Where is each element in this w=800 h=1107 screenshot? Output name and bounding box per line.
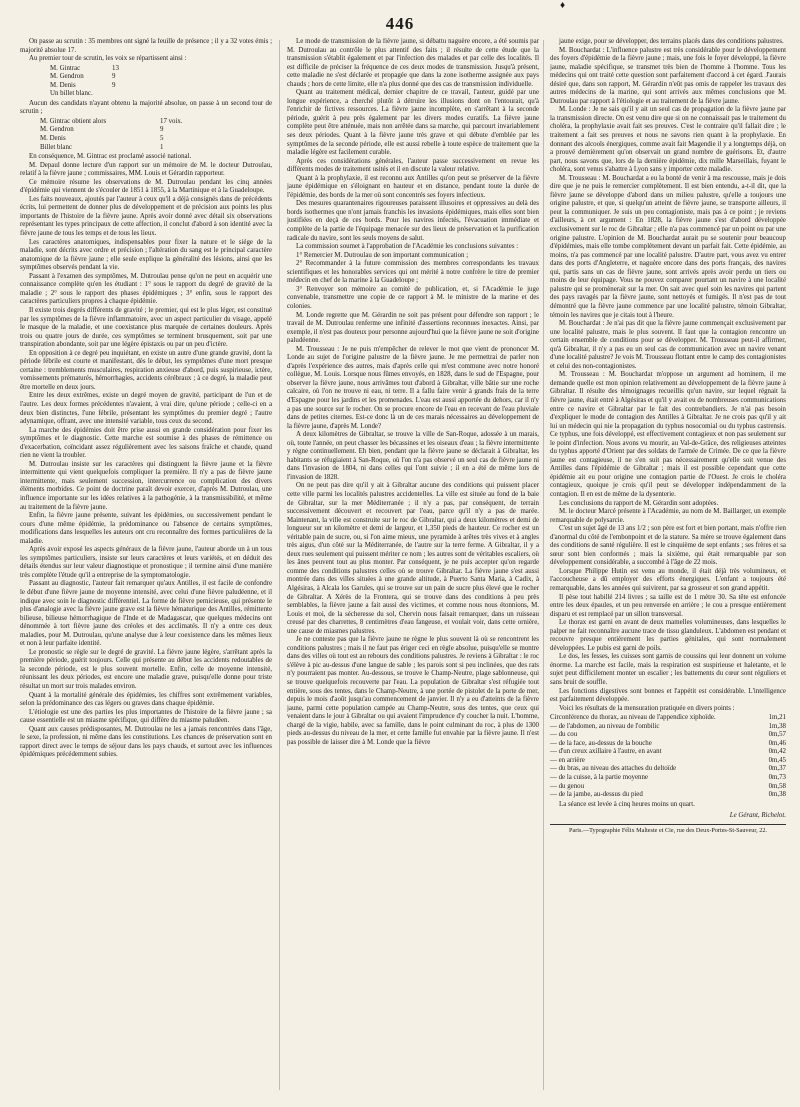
paragraph: Ce mémoire résume les observations de M. Dutroulau pendant les cinq années d'épidémie qui viennent de s'écouler de 1851 à 1855, à la Martinique et à la Guadeloupe. <box>20 178 272 195</box>
paragraph: On ne peut pas dire qu'il y ait à Gibraltar aucune des conditions qui puissent placer cette ville parmi les localités palustres accidentelles. La ville est située au fond de la baie de Gibraltar, sur la mer Méditerranée ; il n'y a pas, par conséquent, de terrain successivement découvert et recouvert par l'eau, parce qu'il n'y a pas de marée. Maintenant, la ville est construite sur le roc de Gibraltar, qui a deux kilomètres et demi de longueur sur un kilomètre et demi de largeur, et 1,350 pieds de hauteur. Ce rocher est un véritable pain de sucre, ou, si l'on aime mieux, une pyramide à arêtes très vives et à angles très aigus, d'un côté sur la Méditerranée, de l'autre sur la terre ferme. A Gibraltar, il y a deux rues seulement qui puissent mériter ce nom ; les autres sont de véritables escaliers, où les ânes peuvent tout au plus monter. Par conséquent, je ne puis accepter qu'on regarde comme des conditions palustres celles où se trouve Gibraltar. La fièvre jaune s'est aussi montrée dans des villes situées à une grande altitude, à Puerto Santa Maria, à Cadix, à Algésiras, à Alcala los Garules, qui se trouve sur un pain de sucre plus élevé que le rocher de Gibraltar. A Xérès de la Frontera, qui se trouve dans des conditions à peu près semblables, la fièvre jaune a fait aussi des victimes, et comme nous nous étonnions, M. Louis et moi, de la sécheresse du sol, Chervin nous faisait remarquer, dans un ruisseau creusé par des charrettes, 8 centimètres d'eau fangeuse, et voulait voir, dans cette ornière, une cause de miasmes palustres. <box>287 482 539 635</box>
measurement-row: — de la cuisse, à la partie moyenne 0m,73 <box>550 774 786 782</box>
paragraph: 3° Renvoyer son mémoire au comité de publication, et, si l'Académie le juge convenable, transmettre une copie de ce rapport à M. le ministre de la marine et des colonies. <box>287 285 539 310</box>
measurement-row: — du bras, au niveau des attaches du deltoïde 0m,37 <box>550 765 786 773</box>
divider <box>550 824 786 825</box>
tally-row: M. Denis 9 <box>50 81 116 89</box>
tally-row: M. Gintrac 13 <box>50 64 119 72</box>
measurement-row: — du cou 0m,57 <box>550 731 786 739</box>
paragraph: M. Depaul donne lecture d'un rapport sur un mémoire de M. le docteur Dutroulau, relatif à la fièvre jaune ; commissaires, MM. Louis et Gérardin rapporteur. <box>20 161 272 178</box>
paragraph: Les conclusions du rapport de M. Gérardin sont adoptées. <box>559 499 719 507</box>
paragraph: Au premier tour de scrutin, les voix se répartissent ainsi : <box>29 55 187 63</box>
paragraph: 2° Recommander à la future commission des membres correspondants les travaux scientifiques et les honorables services qui ont mérité à notre confrère le titre de premier médecin en chef de la marine à la Guadeloupe ; <box>287 260 539 285</box>
paragraph: Entre les deux extrêmes, existe un degré moyen de gravité, participant de l'un et de l'autre. Les deux formes précédentes n'avaient, à vrai dire, qu'une période ; celle-ci en a deux bien distinctes, l'une fébrile, présentant les symptômes du premier degré ; l'autre adynamique, offrant, avec une intensité variable, tous ceux du second. <box>20 392 272 426</box>
paragraph: Les fonctions digestives sont bonnes et l'appétit est considérable. L'intelligence est parfaitement développée. <box>550 687 786 704</box>
paragraph: Après avoir exposé les aspects généraux de la fièvre jaune, l'auteur aborde un à un tous les symptômes particuliers, insiste sur leurs caractères et leurs variétés, et en déduit des détails étendus sur leur valeur diagnostique et pronostique ; il termine ainsi d'une manière très complète l'étude qu'il a entreprise de la symptomatologie. <box>20 546 272 579</box>
paragraph: Quant au traitement médical, dernier chapitre de ce travail, l'auteur, guidé par une longue expérience, a cherché plutôt à détruire les illusions dont on l'entourait, qu'à l'enrichir de fictives ressources. La fièvre jaune incomplète, en s'arrêtant à la seconde période, guérit à peu près également par les divers modes curatifs. La fièvre jaune complète peut être atténuée, mais non arrêtée dans sa marche, qui parcourt invariablement ses deux périodes. Quant à la fièvre jaune très grave et qui débute d'emblée par les symptômes de la seconde période, elle est aussi rebelle à toute espèce de traitement que la maladie légère est facilement curable. <box>287 89 539 157</box>
measurement-row: — en arrière 0m,45 <box>550 756 786 764</box>
measurement-row: — d'un creux axillaire à l'autre, en avant 0m,42 <box>550 748 786 756</box>
tally-row: M. Gendron 9 <box>40 126 164 134</box>
tally-row: M. Gintrac obtient alors 17 voix. <box>40 117 183 125</box>
paragraph: 1° Remercier M. Dutroulau de son important communication ; <box>296 251 469 259</box>
paragraph: M. Dutroulau insiste sur les caractères qui distinguent la fièvre jaune et la fièvre intermittente qui vient quelquefois compliquer la première. Il n'y a pas de fièvre jaune intermittente, mais seulement succession, intercurrence ou complication des divers éléments morbides. Ce point de doctrine paraît devoir exercer, d'après M. Dutroulau, une influence importante sur les idées relatives à la pathogénie, à la transmissibilité, et même au traitement de la fièvre jaune. <box>20 460 272 511</box>
measurement-row: — de la face, au-dessus de la bouche 0m,46 <box>550 739 786 747</box>
paragraph: C'est un sujet âgé de 13 ans 1/2 ; son père est fort et bien portant, mais n'offre rien d'anormal du côté de l'embonpoint et de la stature. Sa mère se trouve également dans des conditions de santé régulière. Il est le cinquième de sept enfants ; ses frères et sa sœur sont bien conformés ; mais la sixième, qui était remarquable par son développement considérable, a succombé à l'âge de 22 mois. <box>550 525 786 567</box>
paragraph: jaune exige, pour se développer, des terrains placés dans des conditions palustres. <box>559 38 784 45</box>
tally-row: Un billet blanc. <box>50 90 93 98</box>
tally-row: M. Gendron 9 <box>50 73 116 81</box>
paragraph: L'étiologie est une des parties les plus importantes de l'histoire de la fièvre jaune ; sa cause essentielle est un miasme spécifique, qui diffère du miasme paludéen. <box>20 708 272 725</box>
paragraph: M. Trousseau : M. Bouchardat a eu la bonté de venir à ma rescousse, mais je dois dire que je ne puis le remercier complètement. Il est bien entendu, a-t-il dit, que la fièvre jaune se développe d'abord dans un milieu palustre, qu'elle a toujours une origine palustre, et que, si quelqu'un atteint de fièvre jaune, se transporte ailleurs, il peut la communiquer. Je suis un peu contagioniste, mais pas à ce point ; je reviens d'ailleurs, à cet argument : En 1828, la fièvre jaune s'est d'abord développée exclusivement sur le roc de Gibraltar ; elle n'a pas commencé par un point ou par une origine palustre. L'opinion de M. Bouchardat aurait pu se soutenir pour beaucoup d'épidémies, mais elle tombe complètement devant un parfait fait. Cette épidémie, au moins, n'a pas commencé par une localité palustre. D'autre part, vous avez vu entrer dans des ports d'Angleterre, et naguère encore dans des ports français, des navires qui, partis sans un cas de fièvre jaune, sont arrivés après avoir perdu un tiers ou moins de leur équipage. Vous ne pouvez comparer pourtant un navire à une localité palustre qui se promènerait sur la mer. On sait avec quel soin les navires qui partent des pays ravagés par la fièvre jaune, sont nettoyés et fumigés. Il n'est pas de tout démontré que la fièvre jaune commence par une localité palustre, témoin Gibraltar, témoin les navires que je citais tout à l'heure. <box>550 174 786 319</box>
paragraph: Le dos, les fesses, les cuisses sont garnis de coussins qui leur donnent un volume énorme. La marche est facile, mais la respiration est suspirieuse et haletante, et le sujet peut difficilement monter un escalier ; les battements du cœur sont réguliers et sans bruit de souffle. <box>550 653 786 687</box>
printer-imprint: Paris.—Typographie Félix Malteste et Cie, rue des Deux-Portes-St-Sauveur, 22. <box>569 826 767 834</box>
paragraph: M. Londe regrette que M. Gérardin ne soit pas présent pour défendre son rapport ; le travail de M. Dutroulau renferme une infinité d'assertions reconnues inexactes. Ainsi, par exemple, il n'est pas douteux pour personne aujourd'hui que la fièvre jaune ne soit d'origine paludéenne. <box>287 311 539 345</box>
measurement-row: Circonférence du thorax, au niveau de l'appendice xiphoïde. 1m,21 <box>550 714 786 722</box>
paragraph: M. Trousseau : M. Bouchardat m'oppose un argument ad hominem, il me demande quelle est mon opinion relativement au développement de la fièvre jaune à Gibraltar. Il résulte des témoignages recueillis qu'un navire, sur lequel régnait la fièvre jaune, était entré à Algésiras et qu'il y avait eu de nombreuses communications entre ce navire et Gibraltar par le fait des contrebandiers. Je n'ai pas besoin d'expliquer le mode de contagion des Antilles à Gibraltar. Je ne crois pas qu'il y ait lui un médecin qui nie la propagation du typhus nosocomial ou du typhus castrensis. Ce typhus, une fois développé, est effectivement contagieux et non pas seulement sur le point d'infection. Nous avons vu mourir, au Val-de-Grâce, des religieuses atteintes du typhus apporté d'Orient par des soldats de l'armée de Crimée. De ce que la fièvre jaune est contagieuse, il ne s'en suit pas nécessairement qu'elle soit venue des Antilles dans l'épidémie de Gibraltar ; mais il est possible cependant que cette épidémie ait eu pour origine une contagion partie de l'Ouest. Je crois le choléra contagieux, quoique je crois qu'il peut se développer indépendamment de la contagion. Il en est de même de la dysenterie. <box>550 371 786 498</box>
paragraph: On passe au scrutin : 35 membres ont signé la feuille de présence ; il y a 32 votes émis ; majorité absolue 17. <box>20 38 272 54</box>
paragraph: La commission soumet à l'approbation de l'Académie les conclusions suivantes : <box>296 243 519 251</box>
column-2 <box>287 38 539 1093</box>
paragraph: M. Trousseau : Je ne puis m'empêcher de relever le mot que vient de prononcer M. Londe au sujet de l'origine palustre de la fièvre jaune. Je me permettrai de parler non d'après l'expérience des autres, mais d'après celle qui m'est commune avec notre honoré collègue, M. Louis. Lorsque nous fûmes envoyés, en 1828, dans le sud de l'Espagne, pour observer la fièvre jaune, nous arrivâmes tout d'abord à Gibraltar, ville bâtie sur une roche calcaire, où l'on ne trouve ni eau, ni terre. Il a fallu faire venir à grands frais de la terre d'Espagne pour les jardins et les promenades. L'eau est aussi apportée du dehors, car il n'y a pas une source sur le rocher. On se procure encore de l'eau en recevant de l'eau pluviale dans de petites citernes. Est-ce donc là un de ces marais nécessaires au développement de la fièvre jaune, d'après M. Londe? <box>287 345 539 430</box>
paragraph: M. Bouchardat : Je n'ai pas dit que la fièvre jaune commençait exclusivement par une localité palustre, mais le plus souvent. Il faut que la contagion rencontre un certain ensemble de conditions pour se développer. M. Trousseau peut-il affirmer, qu'à Gibraltar, il n'y a pas eu un seul cas de communication avec un navire venant d'une localité palustre? Je vois M. Trousseau flottant entre le camp des contagionistes et celui des non-contagionistes. <box>550 320 786 370</box>
paragraph: M. Bouchardat : L'influence palustre est très considérable pour le développement des foyers d'épidémie de la fièvre jaune ; mais, une fois le foyer développé, la fièvre jaune, maladie spécifique, se transmet très bien de l'homme à l'homme. Tous les médecins qui ont traité cette question sont parfaitement d'accord à cet égard. J'aurais désiré que, dans son rapport, M. Gérardin n'eût pas omis de rappeler les travaux des autres médecins de la marine, qui sont arrivés aux mêmes conclusions que M. Dutroulau par rapport à l'étiologie et au traitement de la fièvre jaune. <box>550 46 786 105</box>
paragraph: Passant à l'examen des symptômes, M. Dutroulau pense qu'on ne peut en acquérir une connaissance complète qu'en les étudiant : 1° sous le rapport du degré de gravité de la maladie ; 2° sous le rapport des phases épidémiques ; 3° enfin, sous le rapport des caractères particuliers propres à chaque épidémie. <box>20 272 272 306</box>
measurement-row: — du genou 0m,58 <box>550 782 786 790</box>
paragraph: Le mode de transmission de la fièvre jaune, si débattu naguère encore, a été soumis par M. Dutroulau au contrôle le plus attentif des faits ; il résulte de cette étude que la transmission s'établit également et par l'infection des malades et par celle des localités. Il est difficile de préciser la fréquence de ces deux modes de transmission. Jusqu'à présent, cette maladie ne s'est déclarée et propagée que dans la zone isotherme assignée aux pays chauds ; hors de cette limite, elle n'a plus donné que des cas de transmission individuelle. <box>287 38 539 88</box>
paragraph: Aucun des candidats n'ayant obtenu la majorité absolue, on passe à un second tour de scrutin ; <box>20 99 272 116</box>
paragraph: Le thorax est garni en avant de deux mamelles volumineuses, dans lesquelles le palper ne fait reconnaître aucune trace de tissu glanduleux. L'abdomen est pendant et recouvre presque entièrement les parties génitales, qui sont normalement développées. Le pubis est garni de poils. <box>550 619 786 652</box>
column-1 <box>20 38 272 1093</box>
vote-tally-first-round <box>50 65 272 99</box>
paragraph: Je ne conteste pas que la fièvre jaune ne règne le plus souvent là où se rencontrent les conditions palustres ; mais il ne faut pas ériger ceci en règle absolue, puisqu'elle se montre dans des villes où tout est au rebours des conditions palustres. Je reviens à Gibraltar : le roc s'élève à pic au-dessus d'une langue de sable ; les parois sont si peu inclinées, que des rats n'y pourraient pas monter. Au-dessous, se trouve le Champ-Neutre, plage sablonneuse, qui se trouve quelquefois recouverte par l'eau. La population de Gibraltar s'est réfugiée tout entière, sous des tentes, dans le Champ-Neutre, à une portée de pistolet de la porte de mer, depuis le mois d'août jusqu'au commencement de janvier. Il n'y a eu d'atteints de la fièvre jaune, parmi cette population campée au Champ-Neutre, sous des tentes, que ceux qui venaient dans le jour à Gibraltar ou qui avaient l'imprudence d'y coucher la nuit. L'homme, chargé de la vigie, habile, avec sa famille, dans le point culminant du roc, à plus de 1300 pieds au-dessus du niveau de la mer, et cette famille fut envahie par la fièvre jaune. Il n'est pas possible de laisser dire à M. Londe que la fièvre <box>287 636 539 746</box>
paragraph: Quant à la mortalité générale des épidémies, les chiffres sont extrêmement variables, selon la prédominance des cas légers ou graves dans chaque épidémie. <box>20 691 272 708</box>
paragraph: Après ces considérations générales, l'auteur passe successivement en revue les différents modes de traitement usités et il en discute la valeur relative. <box>287 157 539 174</box>
paragraph: Enfin, la fièvre jaune présente, suivant les épidémies, ou successivement pendant le cours d'une même épidémie, la prédominance ou l'absence de certains symptômes, modifications dans lesquelles les auteurs ont cru reconnaître des formes particulières de la maladie. <box>20 512 272 545</box>
paragraph: La marche des épidémies doit être prise aussi en grande considération pour fixer les symptômes et le diagnostic. Cette marche est soumise à des phases de rémittence ou d'exacerbation, coïncidant assez régulièrement avec les saisons fraîche et chaude, quand rien ne vient la troubler. <box>20 426 272 460</box>
paragraph: M. Londe : Je ne sais qu'il y ait un seul cas de propagation de la fièvre jaune par la transmission directe. On est venu dire que si on ne connaissait pas le traitement du choléra, la prophylaxie avait fait ses preuves. C'est le contraire qu'il fallait dire ; le traitement a fait ses preuves et nous ne savons rien quant à la prophylaxie. En donnant des alcools énergiques, comme avait fait Magendie il y a longtemps déjà, on a prouvé dernièrement qu'on observait un grand nombre de guérisons. Et, d'autre part, nous savons que, lors de la dernière épidémie, dix mille Marseillais, fuyant le choléra, sont venus s'abattre à Lyon sans y importer cette maladie. <box>550 106 786 174</box>
paragraph: Le pronostic se règle sur le degré de gravité. La fièvre jaune légère, s'arrêtant après la première période, guérit toujours. Celle qui présente au début les accidents redoutables de la seconde période, est le plus souvent mortelle. Enfin, celle de moyenne intensité, réunissant les deux périodes, est encore une maladie grave, puisqu'elle donne pour triste résultat un mort sur trois malades environ. <box>20 648 272 691</box>
column-3 <box>550 38 786 1093</box>
paragraph: M. le docteur Marcé présente à l'Académie, au nom de M. Baillarger, un exemple remarquable de polysarcie. <box>550 508 786 524</box>
paragraph: Passant au diagnostic, l'auteur fait remarquer qu'aux Antilles, il est facile de confondre le début d'une fièvre jaune de moyenne intensité, avec celui d'une fièvre paludéenne, et il indique avec soin le diagnostic différentiel. La forme de fièvre pernicieuse, qui présente le plus d'analogie avec la fièvre jaune grave est la fièvre hématurique des Antilles, rémittente bilieuse, bilieuse hémorrhagique de l'Inde et de Madagascar, que quelques médecins ont dénommée à tort fièvre jaune des créoles et des acclimatés. Il n'y a entre ces deux maladies, pour M. Dutroulau, qu'une analyse due à leur coexistence dans les mêmes lieux et non à leur parfaite identité. <box>20 580 272 648</box>
paragraph: En conséquence, M. Gintrac est proclamé associé national. <box>29 153 192 161</box>
paragraph: Les faits nouveaux, ajoutés par l'auteur à ceux qu'il a déjà consignés dans de précédents écrits, lui permettent de donner plus de développement et de précision aux points les plus importants de l'histoire de la fièvre jaune. Après avoir donné avec détail six observations représentant les types principaux de cette affection, il conclut d'abord à son identité avec la fièvre jaune de tous les temps et de tous les lieux. <box>20 195 272 238</box>
column-divider-2 <box>543 40 544 1090</box>
paragraph: En opposition à ce degré peu inquiétant, en existe un autre d'une grande gravité, dont la période fébrile est courte et manifestant, dès le début, les symptômes d'une mort presque certaine : tremblements musculaires, respiration anxieuse d'abord, puis suspirieuse, ictère, vomissements prématurés, hémorrhagies, accidents cérébraux ; à ce degré, la maladie peut être mortelle en deux jours. <box>20 349 272 391</box>
paragraph: A deux kilomètres de Gibraltar, se trouve la ville de San-Roque, adossée à un marais, où, toute l'année, on peut chasser les bécassines et les oiseaux d'eau ; la fièvre intermittente y règne continuellement. Eh bien, pendant que la fièvre jaune se déclarait à Gibraltar, les habitants se réfugiaient à San-Roque, où l'on n'a pas observé un seul cas de fièvre jaune ni dans l'invasion de 1804, ni dans celles qui l'ont suivie ; il en a été de même lors de l'invasion de 1828. <box>287 431 539 481</box>
measurement-row: — de la jambe, au-dessus du pied 0m,38 <box>550 791 786 799</box>
paragraph: Quant aux causes prédisposantes, M. Dutroulau ne les a jamais rencontrées dans l'âge, le sexe, la profession, ni même dans les constitutions. Les chances de préservation sont en rapport direct avec le temps de séjour dans les pays chauds, et surtout avec les influences épidémiques précédemment subies. <box>20 725 272 759</box>
paragraph: Voici les résultats de la mensuration pratiquée en divers points : <box>559 704 735 712</box>
measurement-row: — de l'abdomen, au niveau de l'ombilic 1m,38 <box>550 722 786 730</box>
column-divider-1 <box>279 40 280 1090</box>
paragraph: Il pèse tout habillé 214 livres ; sa taille est de 1 mètre 30. Sa tête est enfoncée entre les deux épaules, et un peu renversée en arrière ; le cou a presque entièrement disparu et est remplacé par un sillon transversal. <box>550 593 786 618</box>
vote-tally-second-round <box>40 118 272 152</box>
paragraph: Les caractères anatomiques, indispensables pour fixer la nature et le siége de la maladie, sont décrits avec ordre et précision ; l'altération du sang est le principal caractère anatomique de la fièvre jaune ; elle seule explique la généralité des lésions, ainsi que les symptômes observés pendant la vie. <box>20 238 272 272</box>
paragraph: La séance est levée à cinq heures moins un quart. <box>559 800 695 808</box>
paragraph: Des mesures quarantenaires rigoureuses paraissent illusoires et oppressives au delà des bords isothermes que n'ont jamais franchis les invasions épidémiques, mais elles sont bien justifiées en deçà de ces bords. Pour les navires infectés, l'évacuation immédiate et complète de la partie de l'équipage menacée sur des lieux de préservation et la purification radicale du navire, sont les seuls moyens de salut. <box>287 200 539 242</box>
tally-row: Billet blanc 1 <box>40 143 164 151</box>
page-number: 446 <box>385 14 415 33</box>
paragraph: Lorsque Philippe Hutin est venu au monde, il était déjà très volumineux, et l'accoucheuse a dû employer des efforts énergiques. L'enfant a toujours été remarquable, dans les années qui suivirent, par sa grosseur et son grand appétit. <box>550 567 786 592</box>
paragraph: Il existe trois degrés différents de gravité ; le premier, qui est le plus léger, est constitué par les symptômes de la fièvre inflammatoire, avec un aspect particulier du visage, appelé le masque de la maladie, et une coexistance plus marquée de certaines douleurs. Après trois ou quatre jours de durée, ces symptômes se terminent brusquement, soit par une transpiration abondante, soit par une légère épistaxis ou par un peu d'ictère. <box>20 306 272 349</box>
top-mark: ♦ <box>560 0 566 11</box>
tally-row: M. Denis 5 <box>40 135 164 143</box>
measurements-table <box>550 714 786 799</box>
signature: Le Gérant, Richelot. <box>729 812 786 820</box>
paragraph: Quant à la prophylaxie, il est reconnu aux Antilles qu'on peut se préserver de la fièvre jaune épidémique en s'éloignant en hauteur et en distance, pendant toute la durée de l'épidémie, des bords de la mer où sont concentrés ses foyers infectieux. <box>287 174 539 199</box>
